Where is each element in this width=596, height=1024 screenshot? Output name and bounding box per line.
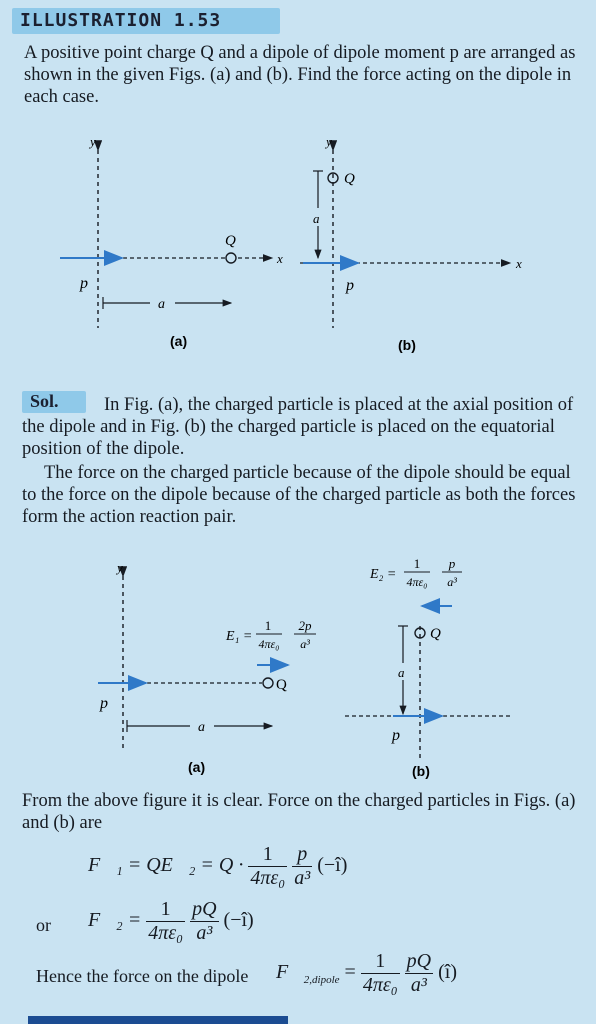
charge-label: Q — [225, 233, 236, 249]
eq3-tail: (î) — [438, 961, 458, 984]
solution-para-2: The force on the charged particle because of the dipole should be equal to the force on the dipole because of the charged particle as both the forces form the action reaction pair. — [22, 463, 576, 527]
bottom-bar — [28, 1016, 288, 1024]
eq3-den1: 4πε₀ — [362, 974, 398, 996]
hence-label: Hence the force on the dipole — [36, 966, 249, 986]
eq1-num1: 1 — [248, 843, 287, 867]
eq3-frac1 — [361, 950, 400, 997]
eq1-den2: a³ — [294, 867, 311, 889]
y-axis-label: y — [326, 134, 332, 149]
eq2-lhs: F⃗₂ = — [88, 909, 142, 932]
figure-b-caption: (b) — [412, 763, 430, 779]
field-den2: a³ — [300, 637, 310, 651]
eq2-num2: pQ — [192, 898, 217, 920]
y-axis-label: y — [117, 560, 123, 575]
field-num1: 1 — [413, 556, 421, 571]
illustration-label: ILLUSTRATION 1.53 — [20, 10, 222, 31]
figure-mid — [0, 548, 596, 780]
solution-label: Sol. — [30, 391, 59, 411]
figure-b-mid — [345, 556, 510, 779]
distance-label: a — [158, 297, 165, 312]
eq2-frac2 — [190, 898, 218, 945]
figure-a-caption: (a) — [188, 759, 206, 775]
dipole-label: p⃗ — [80, 275, 101, 292]
field-num2: p — [448, 556, 456, 571]
figure-top — [0, 128, 596, 368]
eq2-den2: a³ — [196, 922, 213, 944]
eq3-equals: = — [344, 961, 356, 984]
problem-text: A positive point charge Q and a dipole of dipole moment p are arranged as shown in the given Figs. (a) and (b). Find the force acting on the dipole in each case. — [24, 43, 576, 107]
charge-label: Q — [344, 171, 355, 187]
solution-para-1: In Fig. (a), the charged particle is placed at the axial position of the dipole and in Fig. (b) the charged particle is placed on the equatorial position of the dipole. — [22, 395, 574, 459]
or-label: or — [36, 915, 51, 935]
field-num1: 1 — [264, 618, 272, 633]
field-den1: 4πε₀ — [406, 575, 428, 589]
eq3-frac2 — [405, 950, 433, 997]
y-axis-label: y — [90, 134, 96, 149]
eq1-frac1 — [248, 843, 287, 890]
charge-label: Q — [430, 626, 441, 642]
illustration-badge — [12, 8, 280, 34]
eq1-tail: (−î) — [317, 854, 348, 877]
distance-label: a — [398, 665, 405, 680]
eq2-frac1 — [146, 898, 185, 945]
eq2-num1: 1 — [146, 898, 185, 922]
eq3-num1: 1 — [361, 950, 400, 974]
x-axis-label: x — [516, 256, 522, 271]
eq1-frac2 — [292, 843, 312, 890]
dipole-label: p⃗ — [346, 277, 367, 294]
field-num2: 2p — [298, 618, 312, 633]
eq2-den1: 4πε₀ — [148, 922, 184, 944]
eq3-subscript: 2,dipole — [303, 974, 340, 987]
eq3-den2: a³ — [410, 974, 427, 996]
charge-q — [263, 678, 273, 688]
figure-a-top — [60, 134, 283, 349]
charge-label: Q — [276, 677, 287, 693]
dipole-label: p⃗ — [100, 695, 121, 712]
figure-a-caption: (a) — [170, 333, 188, 349]
charge-q — [226, 253, 236, 263]
distance-label: a — [198, 720, 205, 735]
equation-2 — [88, 898, 254, 945]
eq2-tail: (−î) — [223, 909, 254, 932]
distance-label: a — [313, 211, 320, 226]
x-axis-label: x — [277, 251, 283, 266]
eq1-num2: p — [292, 843, 312, 867]
conclusion-text: From the above figure it is clear. Force on the charged particles in Figs. (a) and (b) are — [22, 791, 576, 833]
field-lhs: E₁ = — [226, 629, 253, 644]
field-den2: a³ — [447, 575, 457, 589]
eq3-lhs: F⃗ — [276, 961, 304, 984]
eq3-num2: pQ — [406, 950, 432, 972]
eq1-den1: 4πε₀ — [250, 867, 286, 889]
eq1-lhs: F⃗₁ = QE⃗₂ = Q · — [88, 854, 244, 877]
figure-a-mid — [98, 560, 316, 775]
figure-b-caption: (b) — [398, 337, 416, 353]
equation-1 — [88, 843, 347, 890]
field-lhs: E₂ = — [370, 567, 397, 582]
figure-b-top — [300, 134, 522, 353]
field-den1: 4πε₀ — [258, 637, 280, 651]
dipole-label: p⃗ — [392, 727, 413, 744]
equation-3 — [276, 950, 457, 997]
